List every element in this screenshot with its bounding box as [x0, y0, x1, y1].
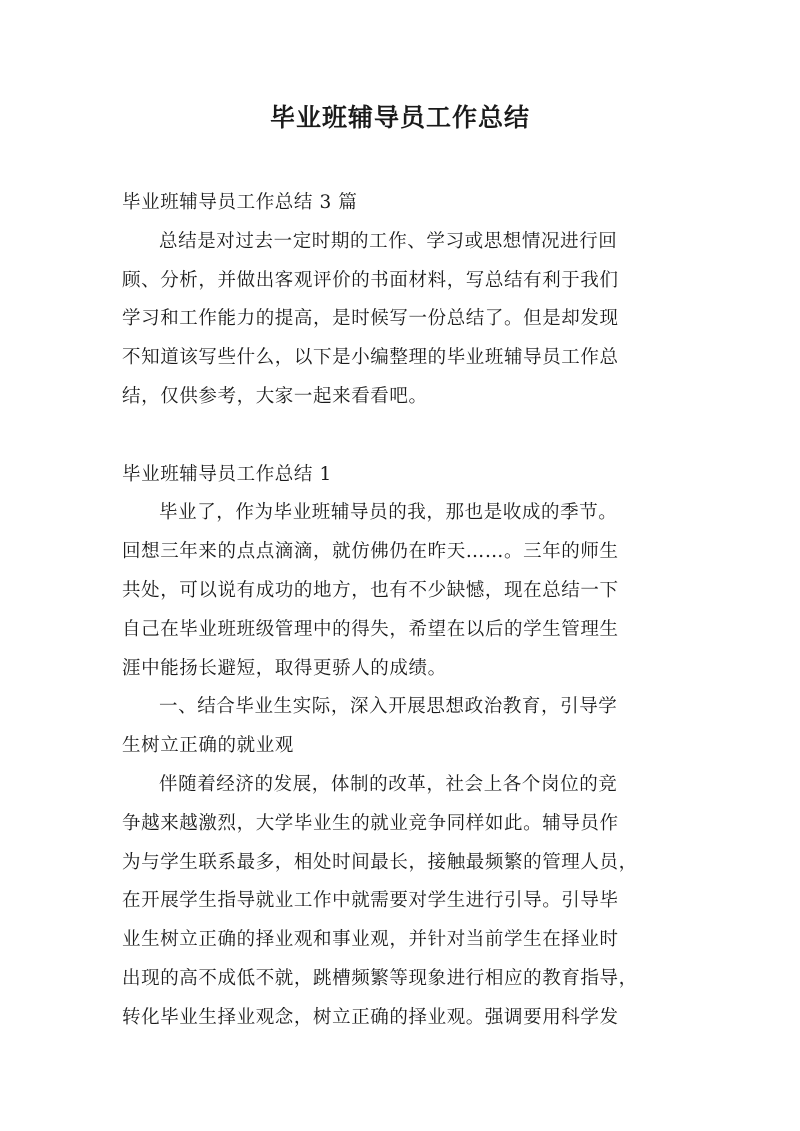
- text-line: 一、结合毕业生实际，深入开展思想政治教育，引导学: [159, 696, 618, 718]
- text-line: 出现的高不成低不就，跳槽频繁等现象进行相应的教育指导，: [122, 967, 638, 989]
- text-line: 涯中能扬长避短，取得更骄人的成绩。: [122, 657, 447, 679]
- text-line: 学习和工作能力的提高，是时候写一份总结了。但是却发现: [122, 308, 619, 330]
- paragraph-gap: [122, 417, 692, 456]
- text-line: 毕业班辅导员工作总结 1: [122, 463, 332, 485]
- text-line: 转化毕业生择业观念，树立正确的择业观。强调要用科学发: [122, 1006, 619, 1028]
- text-line: 自己在毕业班班级管理中的得失，希望在以后的学生管理生: [122, 618, 619, 640]
- text-line: 共处，可以说有成功的地方，也有不少缺憾，现在总结一下: [122, 579, 619, 601]
- text-line: 业生树立正确的择业观和事业观，并针对当前学生在择业时: [122, 929, 619, 951]
- text-line: 在开展学生指导就业工作中就需要对学生进行引导。引导毕: [122, 890, 619, 912]
- text-line: 结，仅供参考，大家一起来看看吧。: [122, 385, 428, 407]
- text-line: 毕业班辅导员工作总结 3 篇: [122, 192, 358, 213]
- document-body: [122, 184, 692, 1038]
- text-line: 顾、分析，并做出客观评价的书面材料，写总结有利于我们: [122, 269, 619, 291]
- text-line: 毕业了，作为毕业班辅导员的我，那也是收成的季节。: [159, 502, 618, 524]
- text-line: 回想三年来的点点滴滴，就仿佛仍在昨天……。三年的师生: [122, 541, 619, 563]
- text-line: 争越来越激烈，大学毕业生的就业竞争同样如此。辅导员作: [122, 812, 619, 834]
- text-line: 为与学生联系最多，相处时间最长，接触最频繁的管理人员，: [122, 851, 638, 873]
- text-line: 生树立正确的就业观: [122, 735, 294, 757]
- document-title: 毕业班辅导员工作总结: [269, 103, 530, 132]
- text-line: 不知道该写些什么，以下是小编整理的毕业班辅导员工作总: [122, 347, 619, 369]
- text-line: 伴随着经济的发展，体制的改革，社会上各个岗位的竞: [159, 773, 618, 795]
- text-line: 总结是对过去一定时期的工作、学习或思想情况进行回: [159, 230, 618, 252]
